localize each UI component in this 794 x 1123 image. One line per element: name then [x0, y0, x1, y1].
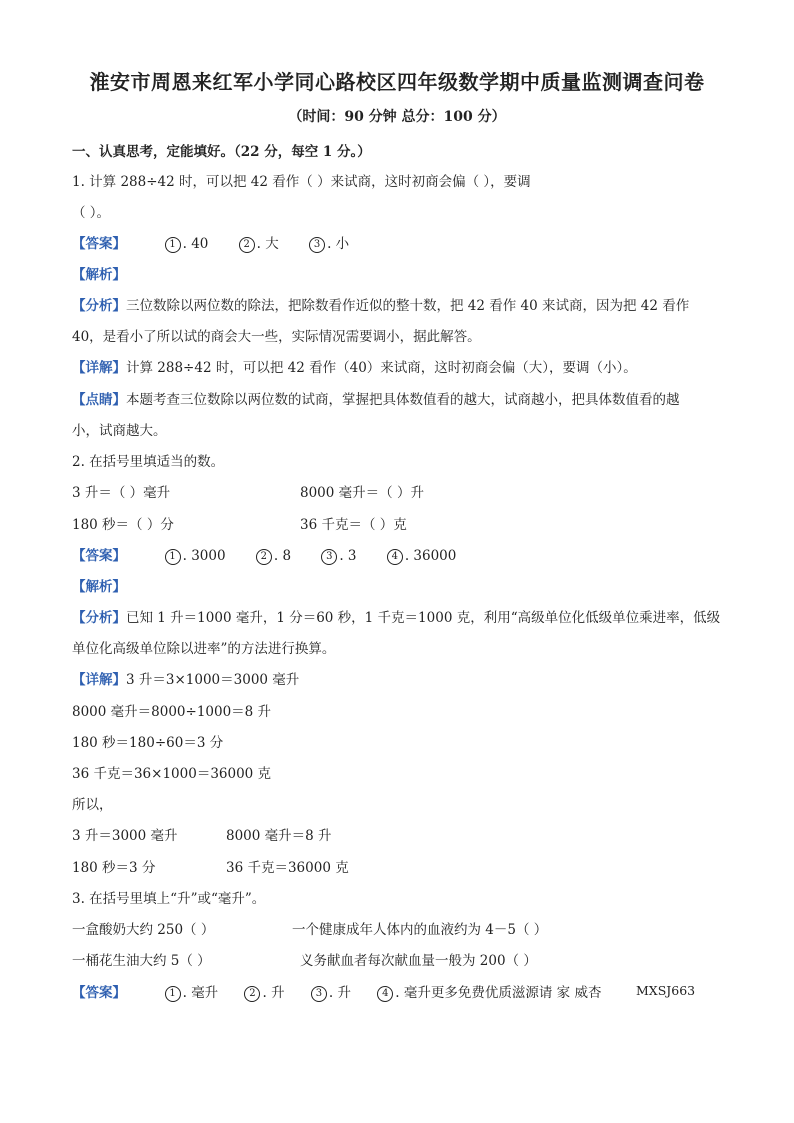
q2-result-row2-right: 36 千克＝36000 克 [226, 860, 349, 876]
q2-text-line1: 2. 在括号里填适当的数。 [72, 454, 225, 470]
xiangjie-tag: 【详解】 [72, 360, 126, 376]
q2-analysis-tag-row [72, 577, 126, 597]
watermark-code: MXSJ663 [636, 983, 696, 998]
circled-number: 2 [244, 986, 260, 1002]
q1-xiangjie-row [72, 358, 637, 378]
answer-tag: 【答案】 [72, 236, 126, 252]
q2-answers: 1 . 3000 2 . 8 3 . 3 4 . 36000 [165, 546, 483, 566]
q3-text-line1: 3. 在括号里填上“升”或“毫升”。 [72, 891, 266, 907]
circled-number: 2 [256, 549, 272, 565]
q1-dianjing-line1 [72, 390, 680, 410]
q1-answer-row [72, 234, 375, 254]
q2-xiangjie-line4: 36 千克＝36×1000＝36000 克 [72, 766, 272, 782]
xiangjie-tag: 【详解】 [72, 672, 126, 688]
dianjing-tag: 【点睛】 [72, 392, 126, 408]
q2-answer-3: 3 [347, 548, 357, 564]
circled-number: 4 [387, 549, 403, 565]
q1-dianjing-text1: 本题考查三位数除以两位数的试商，掌握把具体数值看的越大，试商越小，把具体数值看的越 [126, 392, 680, 408]
q3-answer-4: 毫升更多免费优质滋源请 家 威杏 [403, 985, 602, 1001]
q2-row2-right: 36 千克＝（ ）克 [300, 517, 407, 533]
q2-answer-4: 36000 [413, 548, 457, 564]
q3-row2-left: 一桶花生油大约 5（ ） [72, 953, 211, 969]
analysis-tag: 【解析】 [72, 267, 126, 283]
circled-number: 1 [165, 237, 181, 253]
q2-xiangjie-row [72, 670, 299, 690]
q3-row2-right: 义务献血者每次献血量一般为 200（ ） [300, 953, 537, 969]
q2-fenxi-text1: 已知 1 升＝1000 毫升，1 分＝60 秒，1 千克＝1000 克，利用“高级单位化低级单位乘进率，低级 [126, 610, 721, 626]
page-title: 淮安市周恩来红军小学同心路校区四年级数学期中质量监测调查问卷 [89, 70, 705, 94]
q2-fenxi-line2: 单位化高级单位除以进率”的方法进行换算。 [72, 641, 336, 657]
q2-result-row1-right: 8000 毫升＝8 升 [226, 828, 332, 844]
q2-answer-2: 8 [282, 548, 292, 564]
q2-xiangjie-text1: 3 升＝3×1000＝3000 毫升 [126, 672, 300, 688]
answer-tag: 【答案】 [72, 985, 126, 1001]
q3-answer-2: 升 [271, 985, 285, 1001]
q1-answer-2: 大 [265, 236, 279, 252]
circled-number: 1 [165, 986, 181, 1002]
section-heading: 一、认真思考，定能填好。（22 分，每空 1 分。） [72, 144, 371, 160]
answer-tag: 【答案】 [72, 548, 126, 564]
q1-dianjing-line2: 小，试商越大。 [72, 423, 167, 439]
q3-answer-3: 升 [337, 985, 351, 1001]
q2-result-row2-left: 180 秒＝3 分 [72, 860, 156, 876]
q1-fenxi-line1 [72, 296, 689, 316]
q2-xiangjie-line2: 8000 毫升＝8000÷1000＝8 升 [72, 704, 272, 720]
q1-answers: 1 . 40 2 . 大 3 . 小 [165, 234, 376, 254]
page-subtitle: （时间：90 分钟 总分：100 分） [288, 109, 506, 125]
q1-text-line1: 1. 计算 288÷42 时，可以把 42 看作（ ）来试商，这时初商会偏（ ），要调 [72, 174, 531, 190]
circled-number: 4 [377, 986, 393, 1002]
q1-xiangjie-text: 计算 288÷42 时，可以把 42 看作（40）来试商，这时初商会偏（大），要调（小）。 [126, 360, 637, 376]
q3-row1-right: 一个健康成年人体内的血液约为 4－5（ ） [292, 922, 548, 938]
circled-number: 3 [321, 549, 337, 565]
q3-answers: 1 . 毫升 2 . 升 3 . 升 4 . 毫升更多免费优质滋源请 家 威杏 [165, 983, 602, 1003]
fenxi-tag: 【分析】 [72, 298, 126, 314]
q2-row1-left: 3 升＝（ ）毫升 [72, 485, 171, 501]
q2-fenxi-line1 [72, 608, 720, 628]
q3-answer-1: 毫升 [191, 985, 219, 1001]
q1-answer-1: 40 [191, 236, 209, 252]
fenxi-tag: 【分析】 [72, 610, 126, 626]
circled-number: 1 [165, 549, 181, 565]
q2-row2-left: 180 秒＝（ ）分 [72, 517, 174, 533]
q2-result-row1-left: 3 升＝3000 毫升 [72, 828, 178, 844]
q2-answer-row [72, 546, 482, 566]
q1-text-line2: （ ）。 [72, 205, 111, 221]
circled-number: 3 [311, 986, 327, 1002]
q2-xiangjie-line3: 180 秒＝180÷60＝3 分 [72, 735, 224, 751]
q1-fenxi-line2: 40，是看小了所以试的商会大一些，实际情况需要调小，据此解答。 [72, 329, 481, 345]
circled-number: 2 [239, 237, 255, 253]
q2-answer-1: 3000 [191, 548, 226, 564]
q1-analysis-tag-row [72, 265, 126, 285]
q3-answer-row [72, 983, 601, 1003]
q2-row1-right: 8000 毫升＝（ ）升 [300, 485, 424, 501]
q2-suoyi: 所以， [72, 797, 113, 813]
circled-number: 3 [309, 237, 325, 253]
q1-fenxi-text1: 三位数除以两位数的除法，把除数看作近似的整十数，把 42 看作 40 来试商，因为把 42 看作 [126, 298, 690, 314]
q1-answer-3: 小 [335, 236, 350, 252]
q3-row1-left: 一盒酸奶大约 250（ ） [72, 922, 215, 938]
analysis-tag: 【解析】 [72, 579, 126, 595]
